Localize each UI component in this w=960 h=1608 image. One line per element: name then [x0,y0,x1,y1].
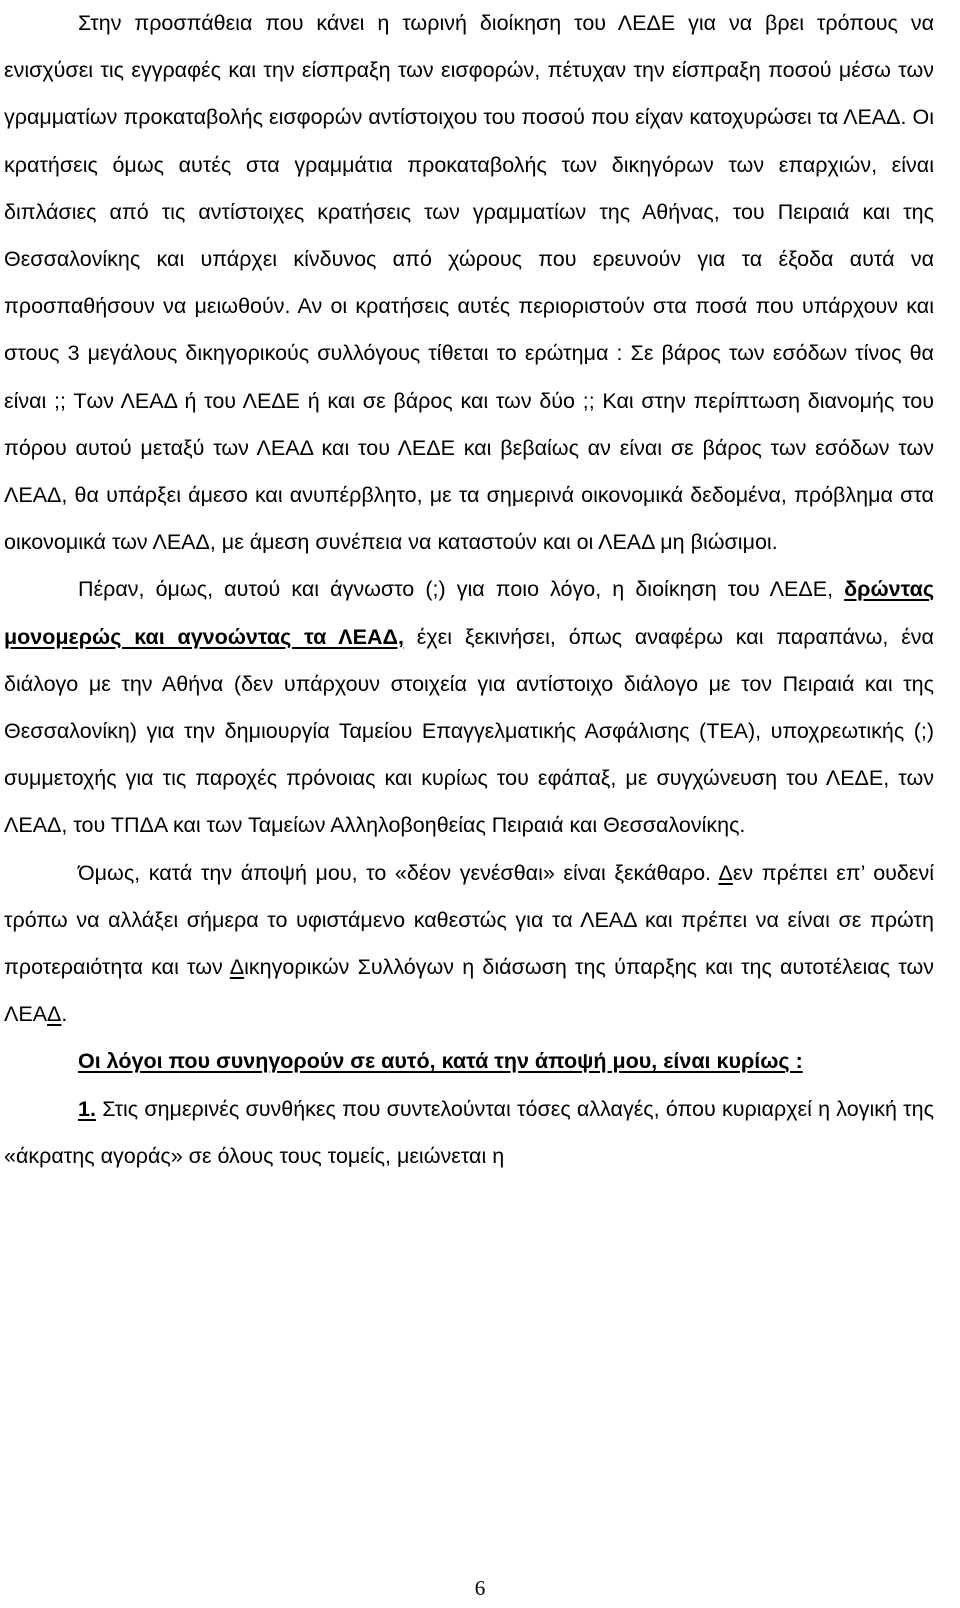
paragraph-2-rest: έχει ξεκινήσει, όπως αναφέρω και παραπάνω, ένα διάλογο με την Αθήνα (δεν υπάρχουν στοιχεία για αντίστοιχο διάλογο με τον Πειραιά και της Θεσσαλονίκη) για την δημιουργία Ταμείου Επαγγελματικής Ασφάλισης (ΤΕΑ), υποχρεωτικής (;) συμμετοχής για τις παροχές πρόνοιας και κυρίως του εφάπαξ, με συγχώνευση του ΛΕΔΕ, των ΛΕΑΔ, του ΤΠΔΑ και των Ταμείων Αλληλοβοηθείας Πειραιά και Θεσσαλονίκης. [4,624,934,838]
paragraph-3 [4,850,934,1039]
paragraph-3-end: . [61,1002,68,1027]
paragraph-1: Στην προσπάθεια που κάνει η τωρινή διοίκηση του ΛΕΔΕ για να βρει τρόπους να ενισχύσει τις εγγραφές και την είσπραξη των εισφορών, πέτυχαν την είσπραξη ποσού μέσω των γραμματίων προκαταβολής εισφορών αντίστοιχου του ποσού που είχαν κατοχυρώσει τα ΛΕΑΔ. Οι κρατήσεις όμως αυτές στα γραμμάτια προκαταβολής των δικηγόρων των επαρχιών, είναι διπλάσιες από τις αντίστοιχες κρατήσεις των γραμματίων της Αθήνας, του Πειραιά και της Θεσσαλονίκης και υπάρχει κίνδυνος από χώρους που ερευνούν για τα έξοδα αυτά να προσπαθήσουν να μειωθούν. Αν οι κρατήσεις αυτές περιοριστούν στα ποσά που υπάρχουν και στους 3 μεγάλους δικηγορικούς συλλόγους τίθεται το ερώτημα : Σε βάρος των εσόδων τίνος θα είναι ;; Των ΛΕΑΔ ή του ΛΕΔΕ ή και σε βάρος και των δύο ;; Και στην περίπτωση διανομής του πόρου αυτού μεταξύ των ΛΕΑΔ και του ΛΕΔΕ και βεβαίως αν είναι σε βάρος των εσόδων των ΛΕΑΔ, θα υπάρξει άμεσο και ανυπέρβλητο, με τα σημερινά οικονομικά δεδομένα, πρόβλημα στα οικονομικά των ΛΕΑΔ, με άμεση συνέπεια να καταστούν και οι ΛΕΑΔ μη βιώσιμοι. [4,11,934,555]
page-number: 6 [474,1576,486,1600]
paragraph-3-lead: Όμως, κατά την άποψή μου, το «δέον γενέσθαι» είναι ξεκάθαρο. [78,860,719,885]
paragraph-2-emphasis: δρώντας μονομερώς και αγνοώντας τα ΛΕΑΔ, [4,577,934,649]
paragraph-3-underline-2: Δ [229,955,245,980]
reasons-heading: Οι λόγοι που συνηγορούν σε αυτό, κατά την άποψή μου, είναι κυρίως : [78,1049,803,1074]
paragraph-3-mid-2: ικηγορικών Συλλόγων η διάσωση της ύπαρξης και της αυτοτέλειας των ΛΕΑ [4,955,934,1027]
paragraph-2 [4,566,934,849]
reason-1-number: 1. [78,1096,96,1121]
paragraph-3-underline-3: Δ [47,1002,62,1027]
reason-1 [4,1086,934,1180]
paragraph-3-underline-1: Δ [718,860,733,885]
paragraph-2-lead: Πέραν, όμως, αυτού και άγνωστο (;) για ποιο λόγο, η διοίκηση του ΛΕΔΕ, [78,577,845,602]
reason-1-text: Στις σημερινές συνθήκες που συντελούνται τόσες αλλαγές, όπου κυριαρχεί η λογική της «άκρατης αγοράς» σε όλους τους τομείς, μειώνεται η [4,1096,934,1168]
paragraph-3-mid: εν πρέπει επ’ ουδενί τρόπω να αλλάξει σήμερα το υφιστάμενο καθεστώς για τα ΛΕΑΔ και πρέπει να είναι σε πρώτη προτεραιότητα και των [4,860,934,980]
